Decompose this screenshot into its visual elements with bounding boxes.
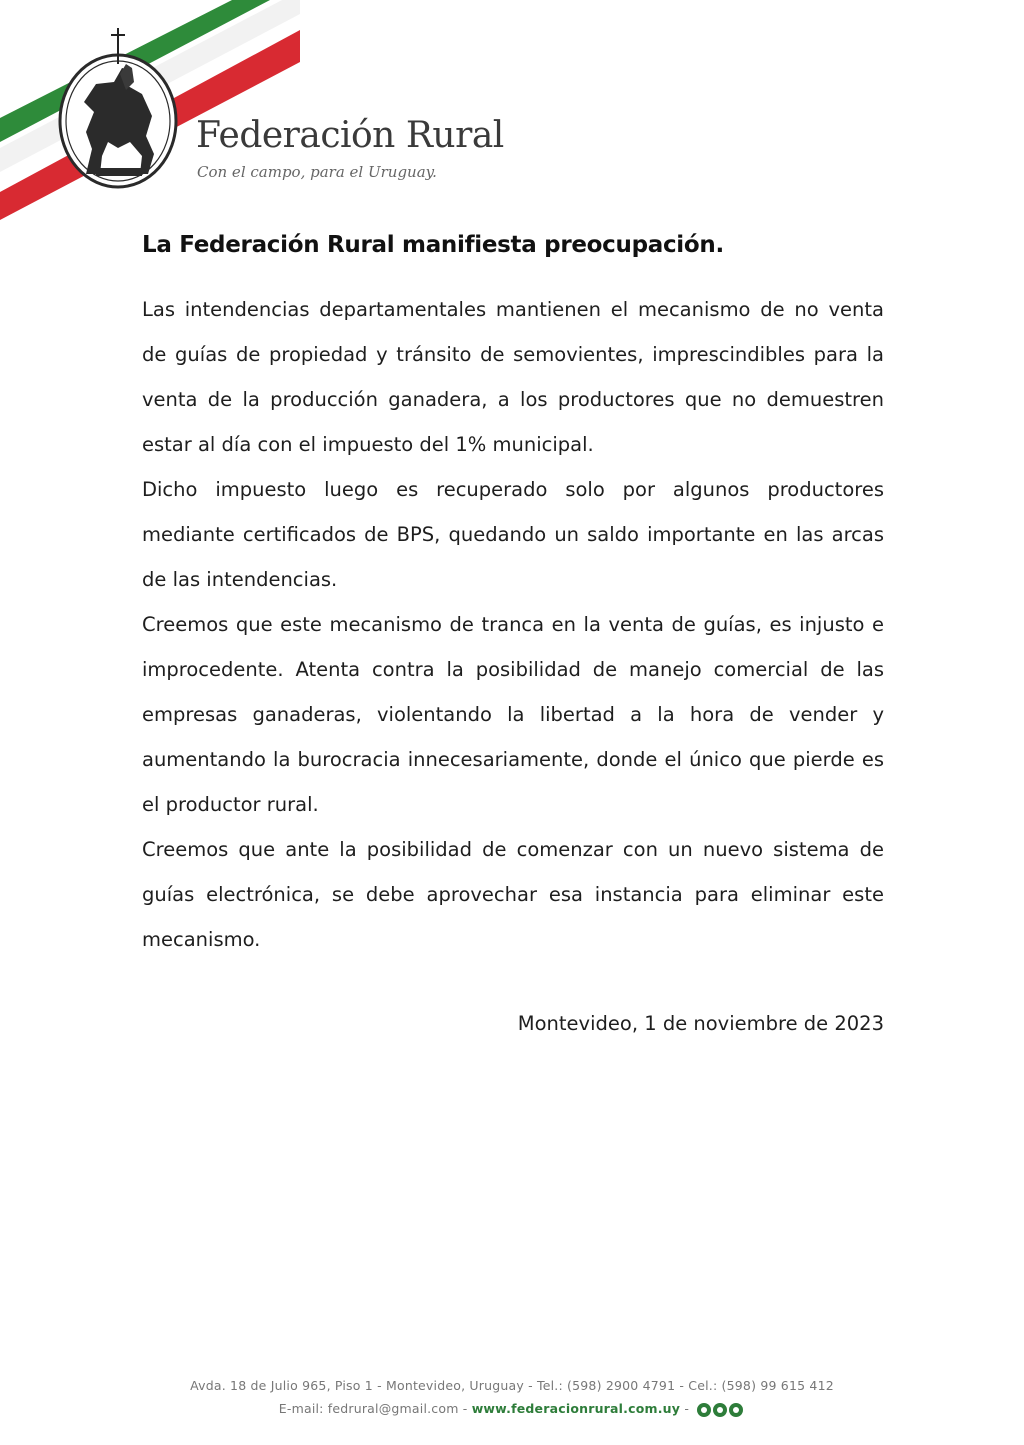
body-paragraph: Creemos que este mecanismo de tranca en la venta de guías, es injusto e improcedente. Atenta contra la posibilidad de manejo comercial de las empresas ganaderas, violentando la libertad a la hora de vender y aumentando la burocracia innecesariamente, donde el único que pierde es el productor rural. <box>142 613 884 816</box>
footer-address: Avda. 18 de Julio 965, Piso 1 - Montevideo, Uruguay - Tel.: (598) 2900 4791 - Cel.: (598) 99 615 412 <box>190 1378 834 1393</box>
youtube-icon[interactable] <box>713 1403 727 1417</box>
date-signoff: Montevideo, 1 de noviembre de 2023 <box>517 1012 884 1035</box>
document-body <box>142 287 884 962</box>
body-paragraph: Dicho impuesto luego es recuperado solo por algunos productores mediante certificados de BPS, quedando un saldo importante en las arcas de las intendencias. <box>142 478 884 591</box>
mounted-horseman-emblem-icon <box>56 24 180 190</box>
org-name: Federación Rural <box>196 115 504 156</box>
org-tagline: Con el campo, para el Uruguay. <box>197 163 437 181</box>
body-paragraph: Las intendencias departamentales mantienen el mecanismo de no venta de guías de propiedad y tránsito de semovientes, imprescindibles para la venta de la producción ganadera, a los productores que no demuestren estar al día con el impuesto del 1% municipal. <box>142 298 884 456</box>
twitter-icon[interactable] <box>697 1403 711 1417</box>
body-paragraph: Creemos que ante la posibilidad de comenzar con un nuevo sistema de guías electrónica, se debe aprovechar esa instancia para eliminar este mecanismo. <box>142 838 884 951</box>
social-icons <box>697 1402 745 1418</box>
footer-separator: - <box>684 1401 690 1416</box>
footer-website-link[interactable]: www.federacionrural.com.uy <box>471 1401 681 1416</box>
footer-email[interactable]: E-mail: fedrural@gmail.com - <box>278 1401 468 1416</box>
facebook-icon[interactable] <box>729 1403 743 1417</box>
footer-contact <box>0 1401 1024 1417</box>
document-title: La Federación Rural manifiesta preocupación. <box>142 232 724 258</box>
